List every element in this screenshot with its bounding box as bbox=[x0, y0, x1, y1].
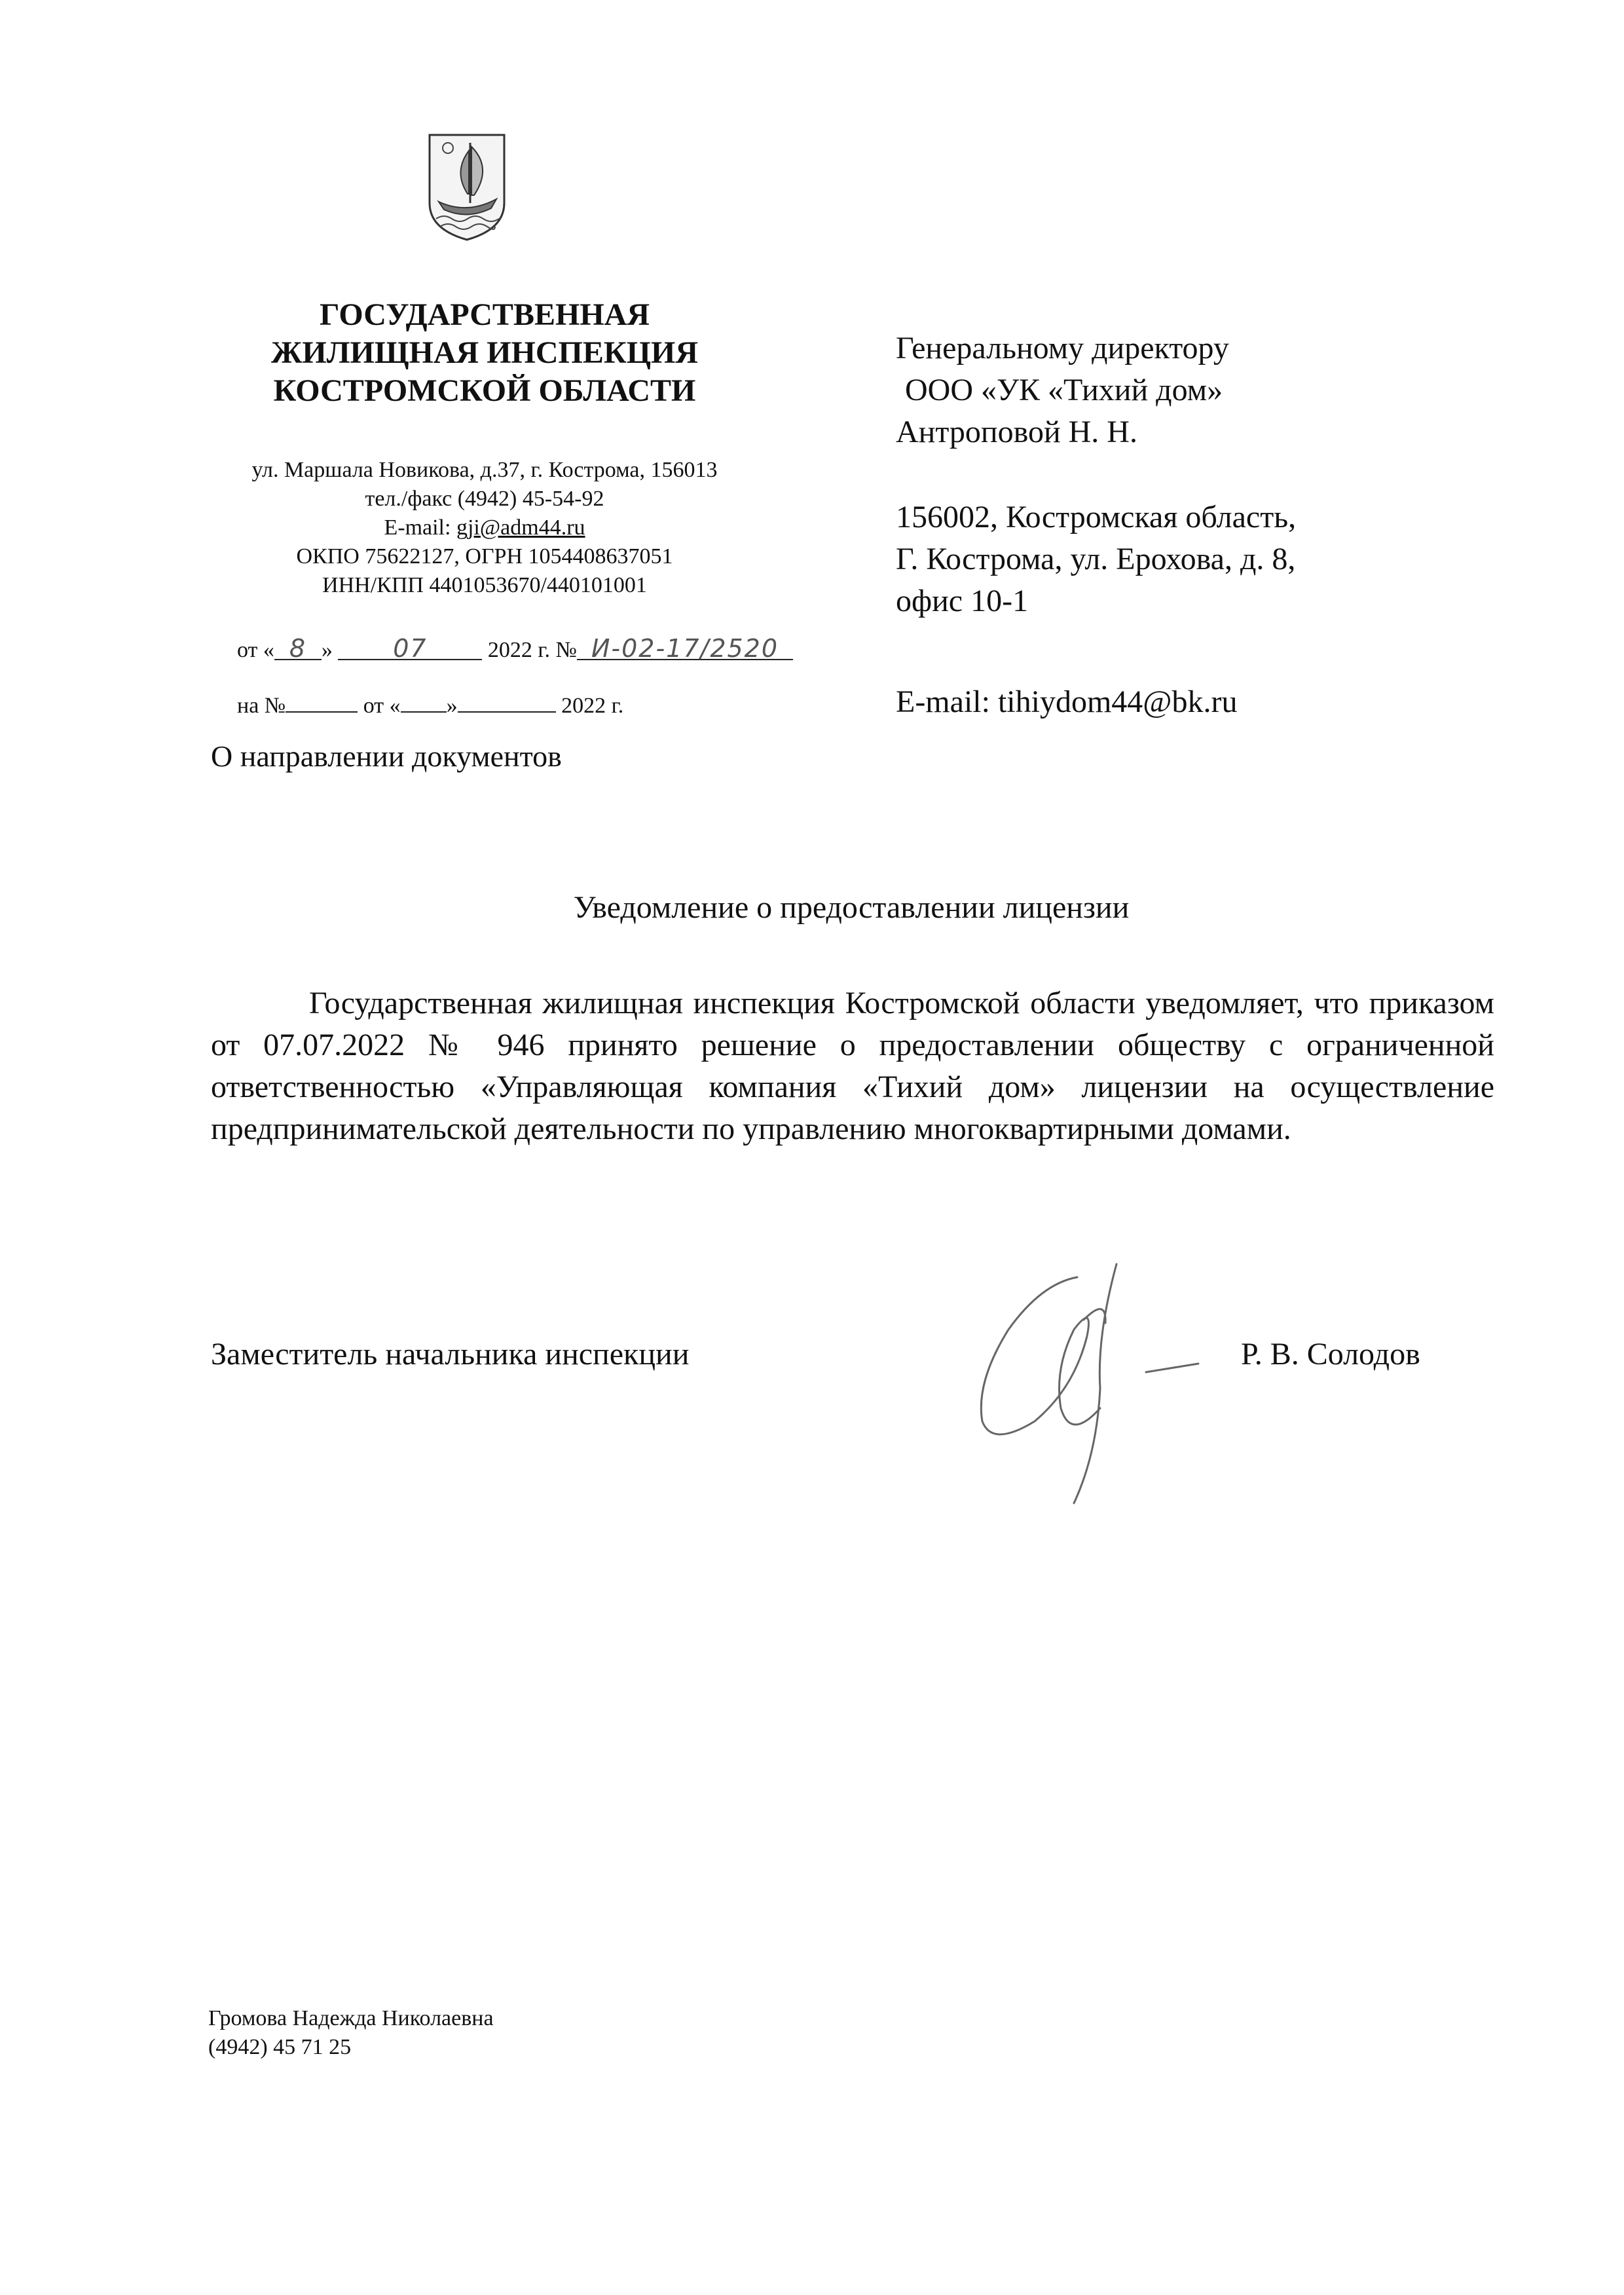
recipient-person: Антроповой Н. Н. bbox=[896, 415, 1137, 449]
reg-number-prefix: № bbox=[555, 638, 577, 662]
issuer-contacts bbox=[196, 456, 773, 600]
letter-subject: О направлении документов bbox=[211, 739, 562, 773]
executor-block bbox=[208, 2004, 494, 2062]
reg-month-field: 07 bbox=[338, 634, 482, 660]
ref-year: 2022 г. bbox=[561, 694, 624, 718]
issuer-address: ул. Маршала Новикова, д.37, г. Кострома, 156013 bbox=[251, 458, 718, 482]
document-title: Уведомление о предоставлении лицензии bbox=[573, 890, 1130, 925]
ref-ot-prefix: от « bbox=[363, 694, 401, 718]
signatory-name: Р. В. Солодов bbox=[1241, 1337, 1420, 1371]
signatory-position: Заместитель начальника инспекции bbox=[211, 1337, 690, 1371]
recipient-address-line-3: офис 10-1 bbox=[896, 584, 1029, 618]
reg-day-close: » bbox=[321, 638, 333, 662]
issuer-name-line-3: КОСТРОМСКОЙ ОБЛАСТИ bbox=[273, 373, 696, 408]
recipient-email: E-mail: tihiydom44@bk.ru bbox=[896, 684, 1238, 719]
reg-year: 2022 г. bbox=[487, 638, 551, 662]
ref-na-prefix: на № bbox=[237, 694, 286, 718]
recipient-block bbox=[896, 327, 1296, 723]
recipient-address-line-2: Г. Кострома, ул. Ерохова, д. 8, bbox=[896, 542, 1296, 576]
issuer-email-label: E-mail: bbox=[384, 515, 456, 540]
ref-day-close: » bbox=[446, 694, 458, 718]
issuer-block bbox=[196, 296, 773, 600]
ref-month-blank bbox=[458, 686, 556, 713]
reg-day-field: 8 bbox=[274, 634, 322, 660]
issuer-name-line-1: ГОСУДАРСТВЕННАЯ bbox=[320, 297, 650, 332]
outgoing-registration-line bbox=[237, 634, 793, 663]
recipient-position: Генеральному директору bbox=[896, 331, 1229, 365]
issuer-inn-kpp: ИНН/КПП 4401053670/440101001 bbox=[322, 573, 647, 597]
issuer-email-link[interactable]: gji@adm44.ru bbox=[456, 515, 585, 540]
ref-day-blank bbox=[401, 686, 447, 713]
reg-ot-prefix: от « bbox=[237, 638, 274, 662]
issuer-okpo-ogrn: ОКПО 75622127, ОГРН 1054408637051 bbox=[296, 544, 673, 569]
issuer-email-line bbox=[196, 513, 773, 542]
ref-number-blank bbox=[286, 686, 358, 713]
incoming-reference-line bbox=[237, 686, 623, 718]
issuer-phone: тел./факс (4942) 45-54-92 bbox=[365, 487, 604, 511]
recipient-company: ООО «УК «Тихий дом» bbox=[905, 373, 1223, 407]
handwritten-signature bbox=[936, 1258, 1225, 1520]
issuer-name-line-2: ЖИЛИЩНАЯ ИНСПЕКЦИЯ bbox=[270, 335, 699, 370]
kostroma-coat-of-arms-icon bbox=[424, 131, 509, 242]
reg-number-field: И-02-17/2520 bbox=[577, 634, 793, 660]
executor-name: Громова Надежда Николаевна bbox=[208, 2006, 494, 2030]
executor-phone: (4942) 45 71 25 bbox=[208, 2035, 352, 2059]
recipient-address-line-1: 156002, Костромская область, bbox=[896, 500, 1297, 534]
recipient-spacer-2 bbox=[896, 622, 1296, 681]
document-body: Государственная жилищная инспекция Костромской области уведомляет, что приказом от 07.07.2022 № 946 принято решение о предоставлении обществу с ограниченной ответственностью «Управляющая компания «Тихий дом» лицензии на осуществление предпринимательской деятельности по управлению многоквартирными домами. bbox=[211, 986, 1494, 1146]
recipient-spacer bbox=[896, 453, 1296, 496]
